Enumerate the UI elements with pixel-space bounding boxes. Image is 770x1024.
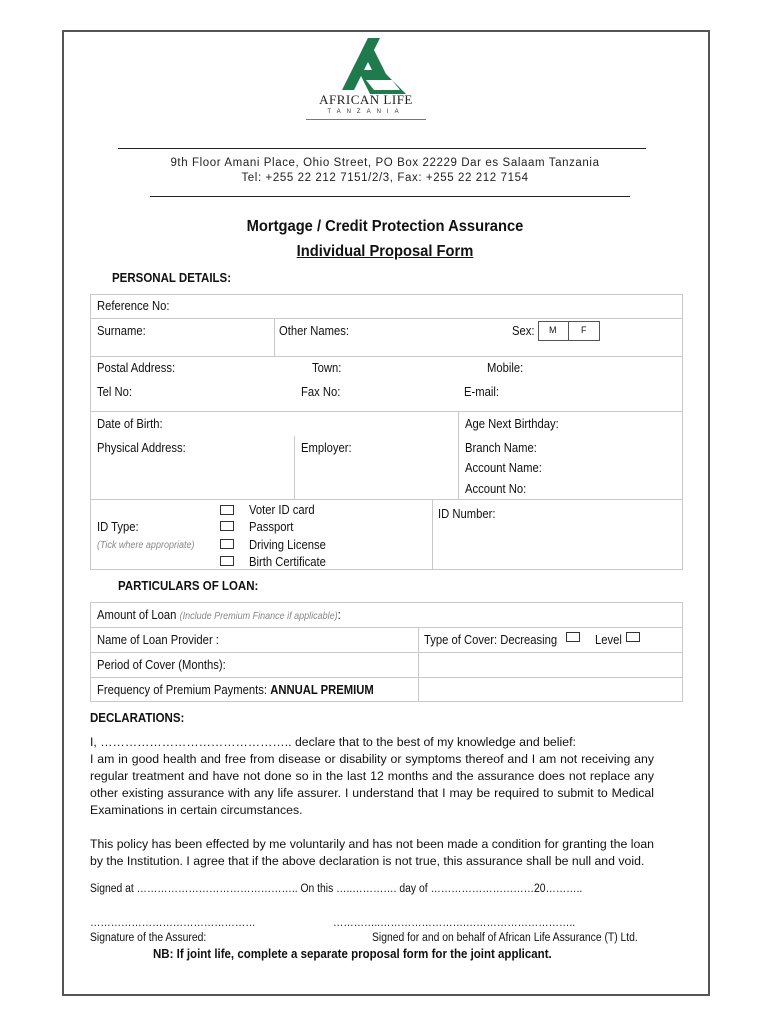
id-type-label: ID Type:: [97, 520, 139, 534]
premium-frequency-value: ANNUAL PREMIUM: [270, 683, 374, 697]
col-divider: [294, 436, 295, 499]
account-no-field[interactable]: Account No:: [465, 482, 527, 496]
period-of-cover-field[interactable]: Period of Cover (Months):: [97, 658, 226, 672]
signed-on-behalf-label: Signed for and on behalf of African Life Assurance (T) Ltd.: [372, 932, 638, 944]
row-divider: [90, 652, 683, 653]
signed-at-line[interactable]: Signed at ……………………………………….. On this …..…………. day of …………………………20………..: [90, 883, 583, 895]
col-divider: [458, 411, 459, 499]
postal-address-field[interactable]: Postal Address:: [97, 361, 176, 375]
voter-id-checkbox[interactable]: [220, 505, 234, 515]
decreasing-checkbox[interactable]: [566, 632, 580, 642]
joint-life-note: NB: If joint life, complete a separate proposal form for the joint applicant.: [153, 947, 552, 961]
voter-id-label: Voter ID card: [249, 503, 315, 517]
row-divider: [90, 677, 683, 678]
birth-certificate-checkbox[interactable]: [220, 556, 234, 566]
amount-of-loan-field[interactable]: Amount of Loan (Include Premium Finance if applicable):: [97, 608, 341, 622]
account-name-field[interactable]: Account Name:: [465, 461, 542, 475]
declarations-heading: DECLARATIONS:: [90, 711, 185, 725]
col-divider: [274, 318, 275, 356]
surname-field[interactable]: Surname:: [97, 324, 146, 338]
id-type-hint: (Tick where appropriate): [97, 540, 195, 551]
row-divider: [90, 627, 683, 628]
type-of-cover-label: Type of Cover: Decreasing: [424, 633, 558, 647]
sex-selector[interactable]: [538, 321, 600, 341]
passport-label: Passport: [249, 520, 294, 534]
email-field[interactable]: E-mail:: [464, 385, 500, 399]
declaration-paragraph-1: I, ……………………………………….. declare that to the best of my knowledge and belief: I am in good health and free from disease or disability or symptoms thereof and I am not receiving any regular treatment and have not done so in the last 12 months and the assurance does not replace any other existing assurance with any life assurer. I understand that I may be required to submit to Medical Examinations in certain circumstances.: [90, 735, 654, 817]
id-number-field[interactable]: ID Number:: [438, 507, 496, 521]
birth-certificate-label: Birth Certificate: [249, 555, 326, 569]
logo-divider: [306, 119, 426, 120]
amount-hint: (Include Premium Finance if applicable): [179, 611, 338, 622]
row-divider: [90, 499, 683, 500]
row-divider: [90, 318, 683, 319]
employer-field[interactable]: Employer:: [301, 441, 352, 455]
loan-provider-field[interactable]: Name of Loan Provider :: [97, 633, 219, 647]
loan-heading: PARTICULARS OF LOAN:: [118, 579, 259, 593]
date-of-birth-field[interactable]: Date of Birth:: [97, 417, 163, 431]
physical-address-field[interactable]: Physical Address:: [97, 441, 186, 455]
age-next-birthday-field[interactable]: Age Next Birthday:: [465, 417, 559, 431]
passport-checkbox[interactable]: [220, 521, 234, 531]
fax-no-field[interactable]: Fax No:: [301, 385, 341, 399]
col-divider: [418, 627, 419, 702]
company-address: 9th Floor Amani Place, Ohio Street, PO Box 22229 Dar es Salaam Tanzania: [170, 157, 600, 169]
sex-option-m[interactable]: M: [549, 325, 557, 335]
sex-label: Sex:: [512, 324, 535, 338]
branch-name-field[interactable]: Branch Name:: [465, 441, 537, 455]
mobile-field[interactable]: Mobile:: [487, 361, 524, 375]
company-contact: Tel: +255 22 212 7151/2/3, Fax: +255 22 212 7154: [241, 172, 529, 184]
logo-country: TANZANIA: [327, 109, 405, 115]
header-rule-bottom: [150, 196, 630, 197]
form-subtitle: Individual Proposal Form: [296, 243, 474, 260]
reference-no-field[interactable]: Reference No:: [97, 299, 170, 313]
signature-of-assured-label: Signature of the Assured:: [90, 932, 207, 944]
col-divider: [432, 499, 433, 570]
level-label: Level: [595, 633, 622, 647]
tel-no-field[interactable]: Tel No:: [97, 385, 133, 399]
premium-frequency-field: Frequency of Premium Payments: ANNUAL PREMIUM: [97, 683, 374, 697]
declaration-paragraph-2: This policy has been effected by me voluntarily and has not been made a condition for granting the loan by the Institution. I agree that if the above declaration is not true, this assurance shall be null and void.: [90, 837, 654, 868]
assured-signature-line[interactable]: …………………………………………: [90, 917, 256, 929]
driving-license-label: Driving License: [249, 538, 326, 552]
logo-mark-icon: [296, 34, 436, 94]
sex-option-f[interactable]: F: [581, 325, 587, 335]
logo-name: AFRICAN LIFE: [319, 92, 413, 107]
form-title: Mortgage / Credit Protection Assurance: [246, 218, 524, 235]
header-rule-top: [118, 148, 646, 149]
town-field[interactable]: Town:: [312, 361, 342, 375]
african-life-logo: [296, 34, 436, 124]
row-divider: [90, 411, 683, 412]
personal-details-heading: PERSONAL DETAILS:: [112, 271, 232, 285]
driving-license-checkbox[interactable]: [220, 539, 234, 549]
other-names-field[interactable]: Other Names:: [279, 324, 350, 338]
company-signature-line[interactable]: …………..…………………….…………………………..: [333, 917, 576, 929]
row-divider: [90, 356, 683, 357]
level-checkbox[interactable]: [626, 632, 640, 642]
